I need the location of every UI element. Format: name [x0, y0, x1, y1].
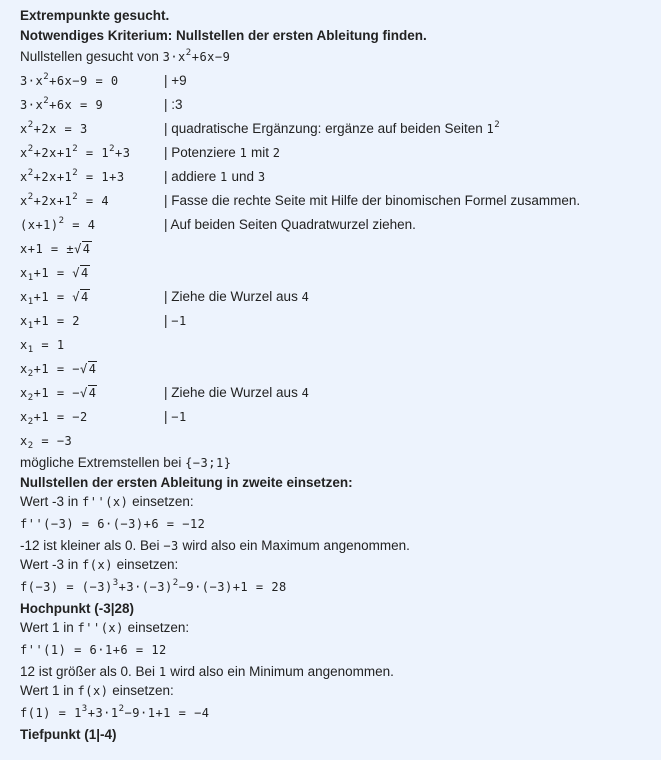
equation: $x^2+2x+1^2 = 1+3$	[20, 168, 125, 184]
step-note: | +9	[164, 73, 187, 88]
solution-document	[20, 6, 661, 744]
solution-steps	[20, 69, 661, 453]
equation: $x_2+1 = -2$	[20, 410, 88, 427]
step-note: | Potenziere 1 mit 2	[164, 145, 281, 160]
equation-step	[20, 405, 661, 429]
equation-step	[20, 189, 661, 213]
equation-step	[20, 93, 661, 117]
second-derivative-test	[20, 492, 661, 744]
step-note: | quadratische Ergänzung: ergänze auf beiden Seiten $1^2$	[164, 120, 501, 136]
equation-step	[20, 141, 661, 165]
equation: $x_1+1 = √4$	[20, 266, 89, 283]
equation: $x_1+1 = √4$	[20, 290, 89, 307]
equation-step	[20, 165, 661, 189]
equation: $x_2+1 = -√4$	[20, 386, 97, 403]
equation: $(x+1)^2 = 4$	[20, 216, 96, 232]
step-note: | Fasse die rechte Seite mit Hilfe der binomischen Formel zusammen.	[164, 193, 581, 208]
intro-line	[20, 45, 661, 69]
equation: $f(-3) = (-3)^3+3\cdot(-3)^2-9\cdot(-3)+1 = 28$	[20, 577, 287, 594]
equation-step	[20, 333, 661, 357]
heading-extrema: Extrempunkte gesucht.	[20, 8, 170, 23]
intro-text: Nullstellen gesucht von	[20, 49, 159, 64]
equation-step	[20, 381, 661, 405]
equation-step	[20, 213, 661, 237]
intro-expression: $3\cdot x^2+6x-9$	[162, 48, 231, 64]
equation: $f(1) = 1^3+3\cdot 1^2-9\cdot 1+1 = -4$	[20, 703, 210, 720]
explanation: 12 ist größer als 0. Bei 1 wird also ein Minimum angenommen.	[20, 663, 394, 679]
equation: $x^2+2x+1^2 = 4$	[20, 192, 110, 208]
equation-step	[20, 357, 661, 381]
step-note: | Ziehe die Wurzel aus 4	[164, 289, 310, 304]
step-note: | −1	[164, 313, 187, 328]
explanation: Wert 1 in f''(x) einsetzen:	[20, 620, 190, 635]
equation: $x^2+2x = 3$	[20, 120, 88, 136]
equation: $x_2 = -3$	[20, 434, 73, 451]
equation-step	[20, 69, 661, 93]
step-note: | −1	[164, 409, 187, 424]
equation: $3\cdot x^2+6x-9 = 0$	[20, 72, 119, 88]
equation-step	[20, 237, 661, 261]
explanation: Wert -3 in f(x) einsetzen:	[20, 557, 179, 572]
equation: x+1 = ±√4	[20, 242, 91, 256]
candidate-points: mögliche Extremstellen bei {−3;1}	[20, 455, 232, 470]
explanation: Wert -3 in f''(x) einsetzen:	[20, 494, 194, 509]
result-point: Hochpunkt (-3|28)	[20, 600, 135, 616]
equation: f''(−3) = 6·(−3)+6 = −12	[20, 516, 206, 531]
step-note: | Auf beiden Seiten Quadratwurzel ziehen.	[164, 217, 416, 232]
step-note: | Ziehe die Wurzel aus 4	[164, 385, 310, 400]
equation: $x_1+1 = 2$	[20, 314, 81, 331]
equation-step	[20, 261, 661, 285]
explanation: -12 ist kleiner als 0. Bei −3 wird also ein Maximum angenommen.	[20, 537, 410, 553]
equation: $x_2+1 = -√4$	[20, 362, 97, 379]
equation: f''(1) = 6·1+6 = 12	[20, 642, 167, 657]
equation: $x^2+2x+1^2 = 1^2+3$	[20, 144, 131, 160]
step-note: | addiere 1 und 3	[164, 169, 266, 184]
equation: $x_1 = 1$	[20, 338, 65, 355]
equation: $3\cdot x^2+6x = 9$	[20, 96, 104, 112]
equation-step	[20, 285, 661, 309]
heading-necessary-criterion: Notwendiges Kriterium: Nullstellen der ersten Ableitung finden.	[20, 27, 427, 43]
step-note: | :3	[164, 97, 183, 112]
explanation: Wert 1 in f(x) einsetzen:	[20, 683, 174, 698]
equation-step	[20, 429, 661, 453]
heading-second-derivative: Nullstellen der ersten Ableitung in zweite einsetzen:	[20, 474, 353, 490]
result-point: Tiefpunkt (1|-4)	[20, 726, 117, 742]
equation-step	[20, 117, 661, 141]
equation-step	[20, 309, 661, 333]
